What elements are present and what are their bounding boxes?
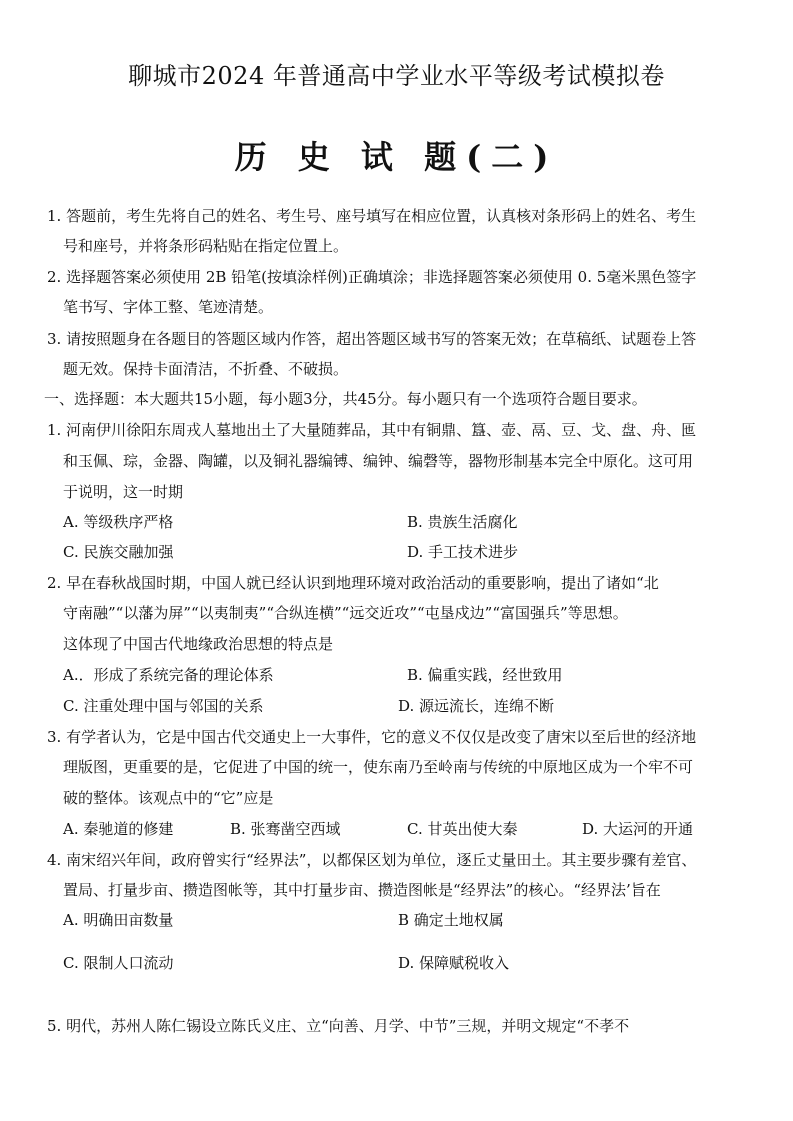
q4-option-d: D. 保障赋税收入 [398,954,510,972]
q3-line-1: 3. 有学者认为，它是中国古代交通史上一大事件，它的意义不仅仅是改变了唐宋以至后世的经济地 [47,728,697,746]
q1-option-b: B. 贵族生活腐化 [407,513,518,531]
q1-option-a: A. 等级秩序严格 [63,513,174,531]
q2-option-d: D. 源远流长，连绵不断 [398,697,555,715]
q3-option-a: A. 秦驰道的修建 [63,820,174,838]
instruction-1-line-1: 1. 答题前，考生先将自己的姓名、考生号、座号填写在相应位置，认真核对条形码上的姓名、考生 [47,207,697,225]
q4-line-2: 置局、打量步亩、攒造图帐等，其中打量步亩、攒造图帐是“经界法”的核心。“经界法’旨在 [63,881,661,899]
q1-line-2: 和玉佩、琮，金器、陶罐，以及铜礼器编镈、编钟、编磬等，器物形制基本完全中原化。这可用 [63,452,694,470]
q4-option-b: B 确定土地权属 [398,911,504,929]
q3-line-3: 破的整体。该观点中的“它”应是 [63,789,274,807]
q2-line-1: 2. 早在春秋战国时期，中国人就已经认识到地理环境对政治活动的重要影响，提出了诸如“北 [47,574,659,592]
q1-option-c: C. 民族交融加强 [63,543,174,561]
subject-title: 历 史 试 题(二) [234,138,559,176]
q1-option-d: D. 手工技术进步 [407,543,519,561]
instruction-2-line-1: 2. 选择题答案必须使用 2B 铅笔(按填涂样例)正确填涂；非选择题答案必须使用 0. 5毫米黑色签字 [47,268,697,286]
q3-line-2: 理版图，更重要的是，它促进了中国的统一，使东南乃至岭南与传统的中原地区成为一个牢不可 [63,758,694,776]
q3-option-d: D. 大运河的开通 [582,820,694,838]
q2-option-b: B. 偏重实践，经世致用 [407,666,563,684]
instruction-1-line-2: 号和座号，并将条形码粘贴在指定位置上。 [63,237,349,255]
q5-line-1: 5. 明代，苏州人陈仁锡设立陈氏义庄、立“向善、月学、中节”三规，并明文规定“不孝不 [47,1017,630,1035]
q2-line-3: 这体现了中国古代地缘政治思想的特点是 [63,635,334,653]
q1-line-3: 于说明，这一时期 [63,483,184,501]
exam-title: 聊城市2024 年普通高中学业水平等级考试模拟卷 [128,62,665,90]
instruction-3-line-1: 3. 请按照题身在各题目的答题区域内作答，超出答题区域书写的答案无效；在草稿纸、试题卷上答 [47,330,697,348]
q4-line-1: 4. 南宋绍兴年间，政府曾实行“经界法”，以都保区划为单位，逐丘丈量田土。其主要步骤有差官、 [47,851,697,869]
instruction-3-line-2: 题无效。保持卡面清洁，不折叠、不破损。 [63,360,349,378]
section-heading: 一、选择题：本大题共15小题，每小题3分，共45分。每小题只有一个选项符合题目要求。 [44,390,647,408]
q2-line-2: 守南融”“以藩为屏”“以夷制夷”“合纵连横”“远交近攻”“屯垦戍边”“富国强兵”等思想。 [63,604,628,622]
q1-line-1: 1. 河南伊川徐阳东周戎人墓地出土了大量随葬品，其中有铜鼎、簋、壶、鬲、豆、戈、盘、舟、匜 [47,421,697,439]
q2-option-c: C. 注重处理中国与邻国的关系 [63,697,264,715]
q2-option-a: A.．形成了系统完备的理论体系 [63,666,274,684]
q3-option-b: B. 张骞凿空西域 [230,820,341,838]
q4-option-c: C. 限制人口流动 [63,954,174,972]
instruction-2-line-2: 笔书写、字体工整、笔迹清楚。 [63,298,274,316]
q4-option-a: A. 明确田亩数量 [63,911,174,929]
q3-option-c: C. 甘英出使大秦 [407,820,518,838]
